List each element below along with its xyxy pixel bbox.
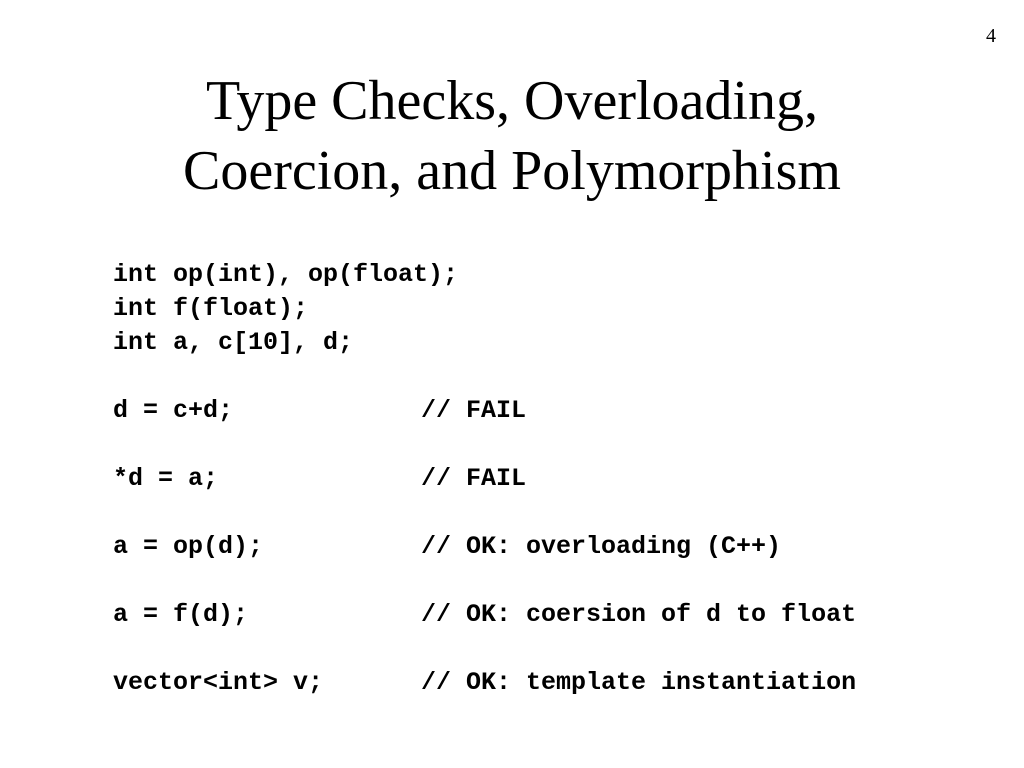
- example-statement: *d = a;: [113, 464, 219, 493]
- example-statement: d = c+d;: [113, 396, 234, 425]
- example-comment: // OK: template instantiation: [421, 668, 857, 697]
- declaration-line: int op(int), op(float);: [113, 260, 459, 289]
- example-comment: // OK: overloading (C++): [421, 532, 782, 561]
- example-line: [113, 598, 856, 632]
- example-line: [113, 394, 856, 428]
- blank-line: [113, 496, 856, 530]
- declaration-line: int a, c[10], d;: [113, 328, 354, 357]
- code-block: [113, 258, 856, 700]
- example-comment: // FAIL: [421, 464, 527, 493]
- blank-line: [113, 360, 856, 394]
- example-statement: a = op(d);: [113, 532, 264, 561]
- example-line: [113, 530, 856, 564]
- example-line: [113, 462, 856, 496]
- example-comment: // OK: coersion of d to float: [421, 600, 857, 629]
- title-line: Coercion, and Polymorphism: [183, 140, 841, 202]
- example-statement: vector<int> v;: [113, 668, 324, 697]
- blank-line: [113, 428, 856, 462]
- page-number: 4: [986, 25, 996, 47]
- title-line: Type Checks, Overloading,: [206, 70, 818, 132]
- blank-line: [113, 564, 856, 598]
- blank-line: [113, 632, 856, 666]
- declaration-line: int f(float);: [113, 294, 309, 323]
- example-statement: a = f(d);: [113, 600, 249, 629]
- example-comment: // FAIL: [421, 396, 527, 425]
- slide-title: [0, 66, 1024, 206]
- example-line: [113, 666, 856, 700]
